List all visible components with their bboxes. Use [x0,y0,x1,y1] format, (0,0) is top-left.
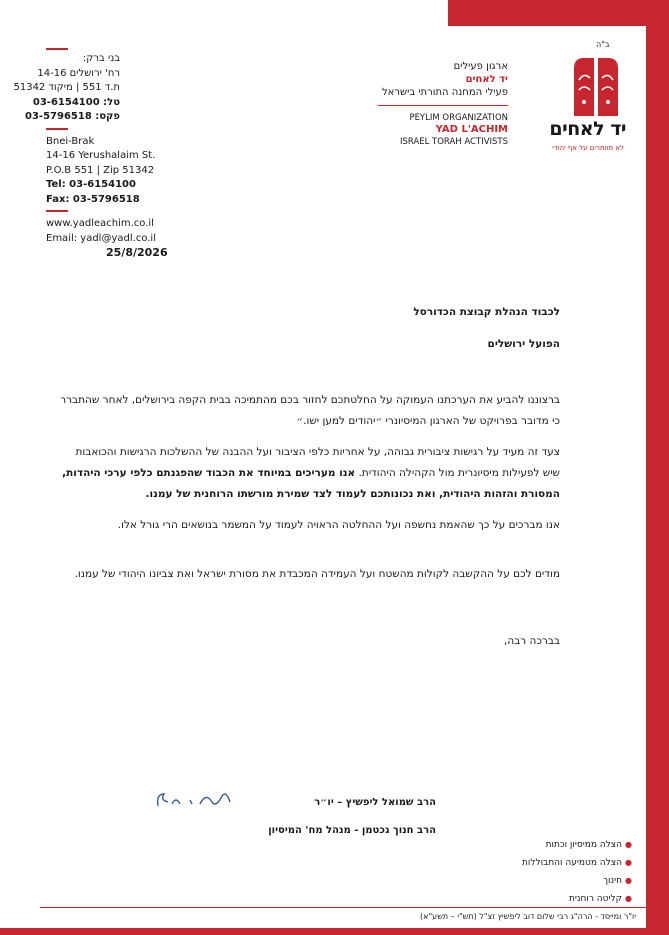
right-accent-rail [646,0,669,935]
list-item-label: הצלה מטמיעה והתבוללות [521,858,623,868]
closing-line: בברכה רבה, [503,635,560,647]
paragraph: מודים לכם על ההקשבה לקולות מהשטח ועל העמידה המכבדת את מסורת ישראל ואת צביונו היהודי של עמנו. [74,568,560,580]
header-accent-band [448,0,669,26]
contact-block [13,48,226,246]
contact-en-line: 14-16 Yerushalaim St. [46,150,156,161]
bottom-accent-band [0,928,669,935]
paragraph [60,442,560,505]
bullet-icon: ● [625,840,632,849]
list-item [446,890,632,908]
logo-hands-icon [570,54,622,118]
letter-body [60,306,560,647]
list-item-label: קליטה רוחנית [568,894,623,904]
bullet-icon: ● [625,876,632,885]
founder-memorial: יו"ר ומייסד - הרה"ג רבי שלום דוב ליפשיץ זצ"ל (תש"י – תשע"א) [420,912,636,921]
email-link[interactable]: Email: yadl@yadl.co.il [46,232,156,244]
contact-en-phone: Tel: 03-6154100 [46,179,136,190]
org-en-name: YAD L'ACHIM [435,124,508,135]
bullet-icon: ● [625,858,632,867]
contact-he-line: רח' ירושלים 14-16 [37,67,120,79]
paragraph-emphasis: אנו מעריכים במיוחד את הכבוד שהפגנתם כלפי ערכי היהדות, המסורת והזהות היהודית, ואת נכונותכם לעמוד לצד שמירת מורשתו הרוחנית של עמנו. [62,467,560,500]
paragraph: ברצוננו להביע את הערכתנו העמוקה על החלטתכם לחזור בכם מהתמיכה בבית הקפה בירושלים, לאחר שהתברר כי מדובר בפרויקט של הארגון המיסיונרי ״יהודים למען ישו.״ [60,394,560,427]
paragraph: אנו מברכים על כך שהאמת נחשפה ועל ההחלטה הראויה לעמוד על המשמר בנושאים הרי גורל אלו. [117,519,560,531]
list-item-label: הצלה ממיסיון וכתות [545,840,623,850]
paragraph-text: צעד זה מעיד על רגישות ציבורית גבוהה, על אחריות כלפי הציבור ועל ההבנה של ההשלכות הרגישות והכואבות שיש לפעילות מיסיונרית מול הקהילה היהודית. [75,446,560,479]
list-item [446,872,632,890]
list-item [446,854,632,872]
signatory-chairman: הרב שמואל ליפשיץ – יו״ר [314,797,436,808]
org-name-english [374,112,508,148]
org-divider [378,105,508,106]
logo-tagline: לא מוותרים על אף יהודי [552,144,624,152]
website-link[interactable]: www.yadleachim.co.il [46,218,154,229]
org-name-hebrew [378,60,508,99]
list-item [446,836,632,854]
contact-divider [46,210,68,212]
bullet-icon: ● [625,894,632,903]
org-he-name: יד לאחים [465,74,508,85]
bh-mark: ב"ה [596,40,610,49]
contact-en-line: P.O.B 551 | Zip 51342 [46,164,155,176]
contact-en-fax: Fax: 03-5796518 [46,193,140,205]
contact-divider [46,48,68,50]
contact-he-fax: פקס: 03-5796518 [25,111,120,122]
services-list [446,836,632,908]
list-item-label: חינוך [603,876,623,886]
org-he-line: ארגון פעילים [453,61,508,72]
org-he-line: פעילי המחנה התורתי בישראל [382,87,508,98]
contact-he-phone: טל: 03-6154100 [32,96,120,108]
letter-date: 25/8/2026 [106,246,168,259]
contact-divider [46,128,68,130]
addressee-line: לכבוד הנהלת קבוצת הכדורסל [413,306,560,318]
contact-he-line: בני ברק: [82,53,120,64]
contact-en-line: Bnei-Brak [46,135,95,147]
org-en-line: ISRAEL TORAH ACTIVISTS [399,137,508,147]
logo-wordmark: יד לאחים [549,118,626,140]
signatory-director: הרב חנוך גכטמן - מנהל מח' המיסיון [268,825,436,836]
contact-he-line: ת.ד 551 | מיקוד 51342 [13,82,120,93]
addressee-line: הפועל ירושלים [487,338,560,350]
org-en-line: PEYLIM ORGANIZATION [409,113,508,123]
